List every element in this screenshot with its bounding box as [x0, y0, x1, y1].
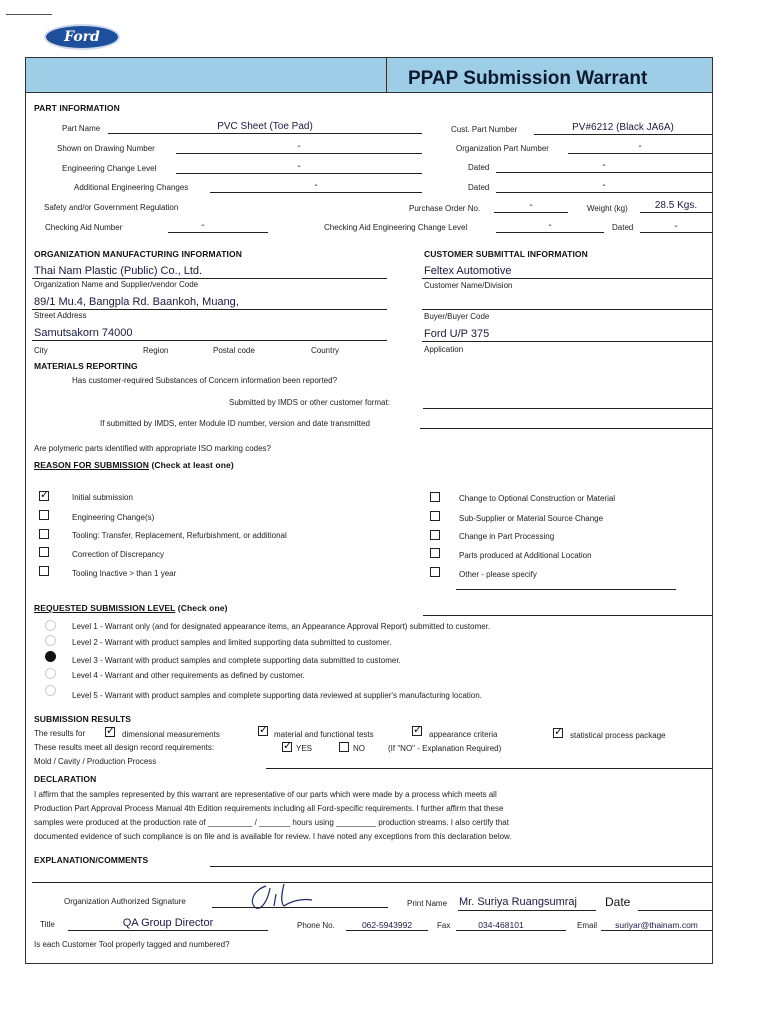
postal-label: Postal code [213, 346, 255, 355]
print-name-label: Print Name [407, 899, 448, 908]
results-heading: SUBMISSION RESULTS [34, 714, 132, 724]
level-3-radio[interactable] [45, 651, 56, 662]
customer-heading: CUSTOMER SUBMITTAL INFORMATION [424, 249, 588, 259]
declaration-line-2: Production Part Approval Process Manual 4th Edition requirements including all Ford-specific requirements. I further affirm that these [34, 804, 504, 813]
reason-label-initial: Initial submission [72, 493, 133, 502]
materials-q1: Has customer-required Substances of Concern information been reported? [72, 376, 338, 385]
fax-label: Fax [437, 921, 451, 930]
reason-checkbox-part-processing[interactable] [430, 530, 440, 540]
drawing-number-value[interactable]: - [297, 141, 301, 152]
result-label-material: material and functional tests [274, 730, 374, 739]
no-checkbox[interactable] [339, 742, 349, 752]
iso-question: Are polymeric parts identified with appropriate ISO marking codes? [34, 444, 271, 453]
checking-aid-value[interactable]: - [201, 220, 205, 231]
level-2-radio[interactable] [45, 635, 56, 646]
checking-aid-ecl-value[interactable]: - [548, 220, 552, 231]
reason-label-tooling-inactive: Tooling Inactive > than 1 year [72, 569, 177, 578]
tool-question: Is each Customer Tool properly tagged and numbered? [34, 940, 230, 949]
org-part-number-label: Organization Part Number [456, 144, 549, 153]
org-name-label: Organization Name and Supplier/vendor Code [34, 280, 199, 289]
dated2-value[interactable]: - [602, 180, 606, 191]
reason-checkbox-initial[interactable]: ✓ [40, 489, 50, 501]
fax-value[interactable]: 034-468101 [478, 920, 524, 930]
reason-checkbox-optional-construction[interactable] [430, 492, 440, 502]
declaration-line-1: I affirm that the samples represented by this warrant are representative of our parts which were made by a process which meets all [34, 790, 497, 799]
result-checkbox-appearance[interactable]: ✓ [413, 724, 423, 736]
weight-label: Weight (kg) [587, 204, 628, 213]
application-value[interactable]: Ford U/P 375 [424, 328, 490, 340]
level-2-label: Level 2 - Warrant with product samples and limited supporting data submitted to customer. [72, 638, 392, 647]
application-label: Application [424, 345, 464, 354]
date-label: Date [605, 895, 631, 909]
level-1-radio[interactable] [45, 620, 56, 631]
city-label: City [34, 346, 48, 355]
dated3-value[interactable]: - [674, 221, 678, 232]
level-4-label: Level 4 - Warrant and other requirements as defined by customer. [72, 671, 305, 680]
title-label: Title [40, 920, 55, 929]
level-1-label: Level 1 - Warrant only (and for designated appearance items, an Appearance Approval Report) submitted to customer. [72, 622, 491, 631]
title-band-divider [386, 57, 387, 93]
imds-label: Submitted by IMDS or other customer format: [229, 398, 390, 407]
reason-checkbox-other[interactable] [430, 567, 440, 577]
country-label: Country [311, 346, 340, 355]
meet-requirements-label: These results meet all design record requirements: [34, 743, 215, 752]
level-5-radio[interactable] [45, 685, 56, 696]
cust-part-number-value[interactable]: PV#6212 (Black JA6A) [572, 122, 674, 133]
no-label: NO [353, 744, 365, 753]
print-name-value[interactable]: Mr. Suriya Ruangsumraj [459, 896, 577, 908]
part-info-heading: PART INFORMATION [34, 103, 120, 113]
reason-checkbox-additional-location[interactable] [430, 548, 440, 558]
no-note: (If "NO" - Explanation Required) [388, 744, 502, 753]
email-value[interactable]: suriyar@thainam.com [615, 920, 698, 930]
reason-label-eng-change: Engineering Change(s) [72, 513, 155, 522]
result-checkbox-statistical[interactable]: ✓ [554, 726, 564, 738]
street-value[interactable]: 89/1 Mu.4, Bangpla Rd. Baankoh, Muang, [34, 296, 239, 308]
dated3-label: Dated [612, 223, 634, 232]
reason-label-other: Other - please specify [459, 570, 537, 579]
buyer-label: Buyer/Buyer Code [424, 312, 490, 321]
top-rule [6, 14, 52, 15]
result-checkbox-material[interactable]: ✓ [259, 724, 269, 736]
reason-heading: REASON FOR SUBMISSION (Check at least one) [34, 460, 234, 470]
phone-label: Phone No. [297, 921, 335, 930]
declaration-heading: DECLARATION [34, 774, 97, 784]
yes-checkbox[interactable]: ✓ [283, 740, 293, 752]
explanation-heading: EXPLANATION/COMMENTS [34, 855, 149, 865]
reason-checkbox-eng-change[interactable] [39, 510, 49, 520]
form-title: PPAP Submission Warrant [408, 68, 648, 89]
cust-part-number-label: Cust. Part Number [451, 125, 518, 134]
checking-aid-label: Checking Aid Number [45, 223, 123, 232]
result-checkbox-dimensional[interactable]: ✓ [106, 725, 116, 737]
checking-aid-ecl-label: Checking Aid Engineering Change Level [324, 223, 468, 232]
dated2-label: Dated [468, 183, 490, 192]
declaration-line-3: samples were produced at the production rate of __________ / _______ hours using _________ production streams. I also certify that [34, 818, 509, 827]
customer-name-value[interactable]: Feltex Automotive [424, 265, 512, 277]
reason-label-correction: Correction of Discrepancy [72, 550, 165, 559]
signature-label: Organization Authorized Signature [64, 897, 186, 906]
reason-label-tooling: Tooling: Transfer, Replacement, Refurbishment, or additional [72, 531, 287, 540]
result-label-appearance: appearance criteria [429, 730, 498, 739]
add-eng-changes-value[interactable]: - [314, 180, 318, 191]
module-label: If submitted by IMDS, enter Module ID number, version and date transmitted [100, 419, 370, 428]
org-mfg-heading: ORGANIZATION MANUFACTURING INFORMATION [34, 249, 242, 259]
reason-checkbox-correction[interactable] [39, 547, 49, 557]
result-label-statistical: statistical process package [570, 731, 666, 740]
ecl-value[interactable]: - [297, 161, 301, 172]
mold-label: Mold / Cavity / Production Process [34, 757, 157, 766]
ford-logo: Ford [44, 24, 120, 50]
weight-value[interactable]: 28.5 Kgs. [654, 200, 698, 211]
part-name-label: Part Name [62, 124, 101, 133]
yes-label: YES [296, 744, 313, 753]
reason-label-optional-construction: Change to Optional Construction or Material [459, 494, 616, 503]
reason-checkbox-sub-supplier[interactable] [430, 511, 440, 521]
dated1-value[interactable]: - [602, 160, 606, 171]
result-label-dimensional: dimensional measurements [122, 730, 220, 739]
ecl-label: Engineering Change Level [62, 164, 157, 173]
reason-checkbox-tooling-inactive[interactable] [39, 566, 49, 576]
city-value[interactable]: Samutsakorn 74000 [34, 327, 133, 339]
level-3-label: Level 3 - Warrant with product samples and complete supporting data submitted to customer. [72, 656, 401, 665]
reason-label-sub-supplier: Sub-Supplier or Material Source Change [459, 514, 604, 523]
materials-heading: MATERIALS REPORTING [34, 361, 138, 371]
customer-name-label: Customer Name/Division [424, 281, 513, 290]
region-label: Region [143, 346, 169, 355]
reason-label-additional-location: Parts produced at Additional Location [459, 551, 592, 560]
part-name-value[interactable]: PVC Sheet (Toe Pad) [217, 121, 313, 132]
level-heading: REQUESTED SUBMISSION LEVEL (Check one) [34, 603, 228, 613]
level-4-radio[interactable] [45, 668, 56, 679]
title-value[interactable]: QA Group Director [122, 917, 214, 929]
po-label: Purchase Order No. [409, 204, 481, 213]
results-for-label: The results for [34, 729, 86, 738]
email-label: Email [577, 921, 598, 930]
level-5-label: Level 5 - Warrant with product samples and complete supporting data reviewed at supplier's manufacturing location. [72, 691, 482, 700]
reason-checkbox-tooling[interactable] [39, 529, 49, 539]
po-value[interactable]: - [529, 200, 533, 211]
street-label: Street Address [34, 311, 87, 320]
add-eng-changes-label: Additional Engineering Changes [74, 183, 189, 192]
phone-value[interactable]: 062-5943992 [361, 920, 413, 930]
drawing-number-label: Shown on Drawing Number [57, 144, 155, 153]
declaration-line-4: documented evidence of such compliance is on file and is available for review. I have noted any exceptions from this declaration below. [34, 832, 512, 841]
reason-label-part-processing: Change in Part Processing [459, 532, 555, 541]
org-name-value[interactable]: Thai Nam Plastic (Public) Co., Ltd. [34, 265, 203, 277]
dated1-label: Dated [468, 163, 490, 172]
safety-label: Safety and/or Government Regulation [44, 203, 179, 212]
org-part-number-value[interactable]: - [638, 141, 642, 152]
